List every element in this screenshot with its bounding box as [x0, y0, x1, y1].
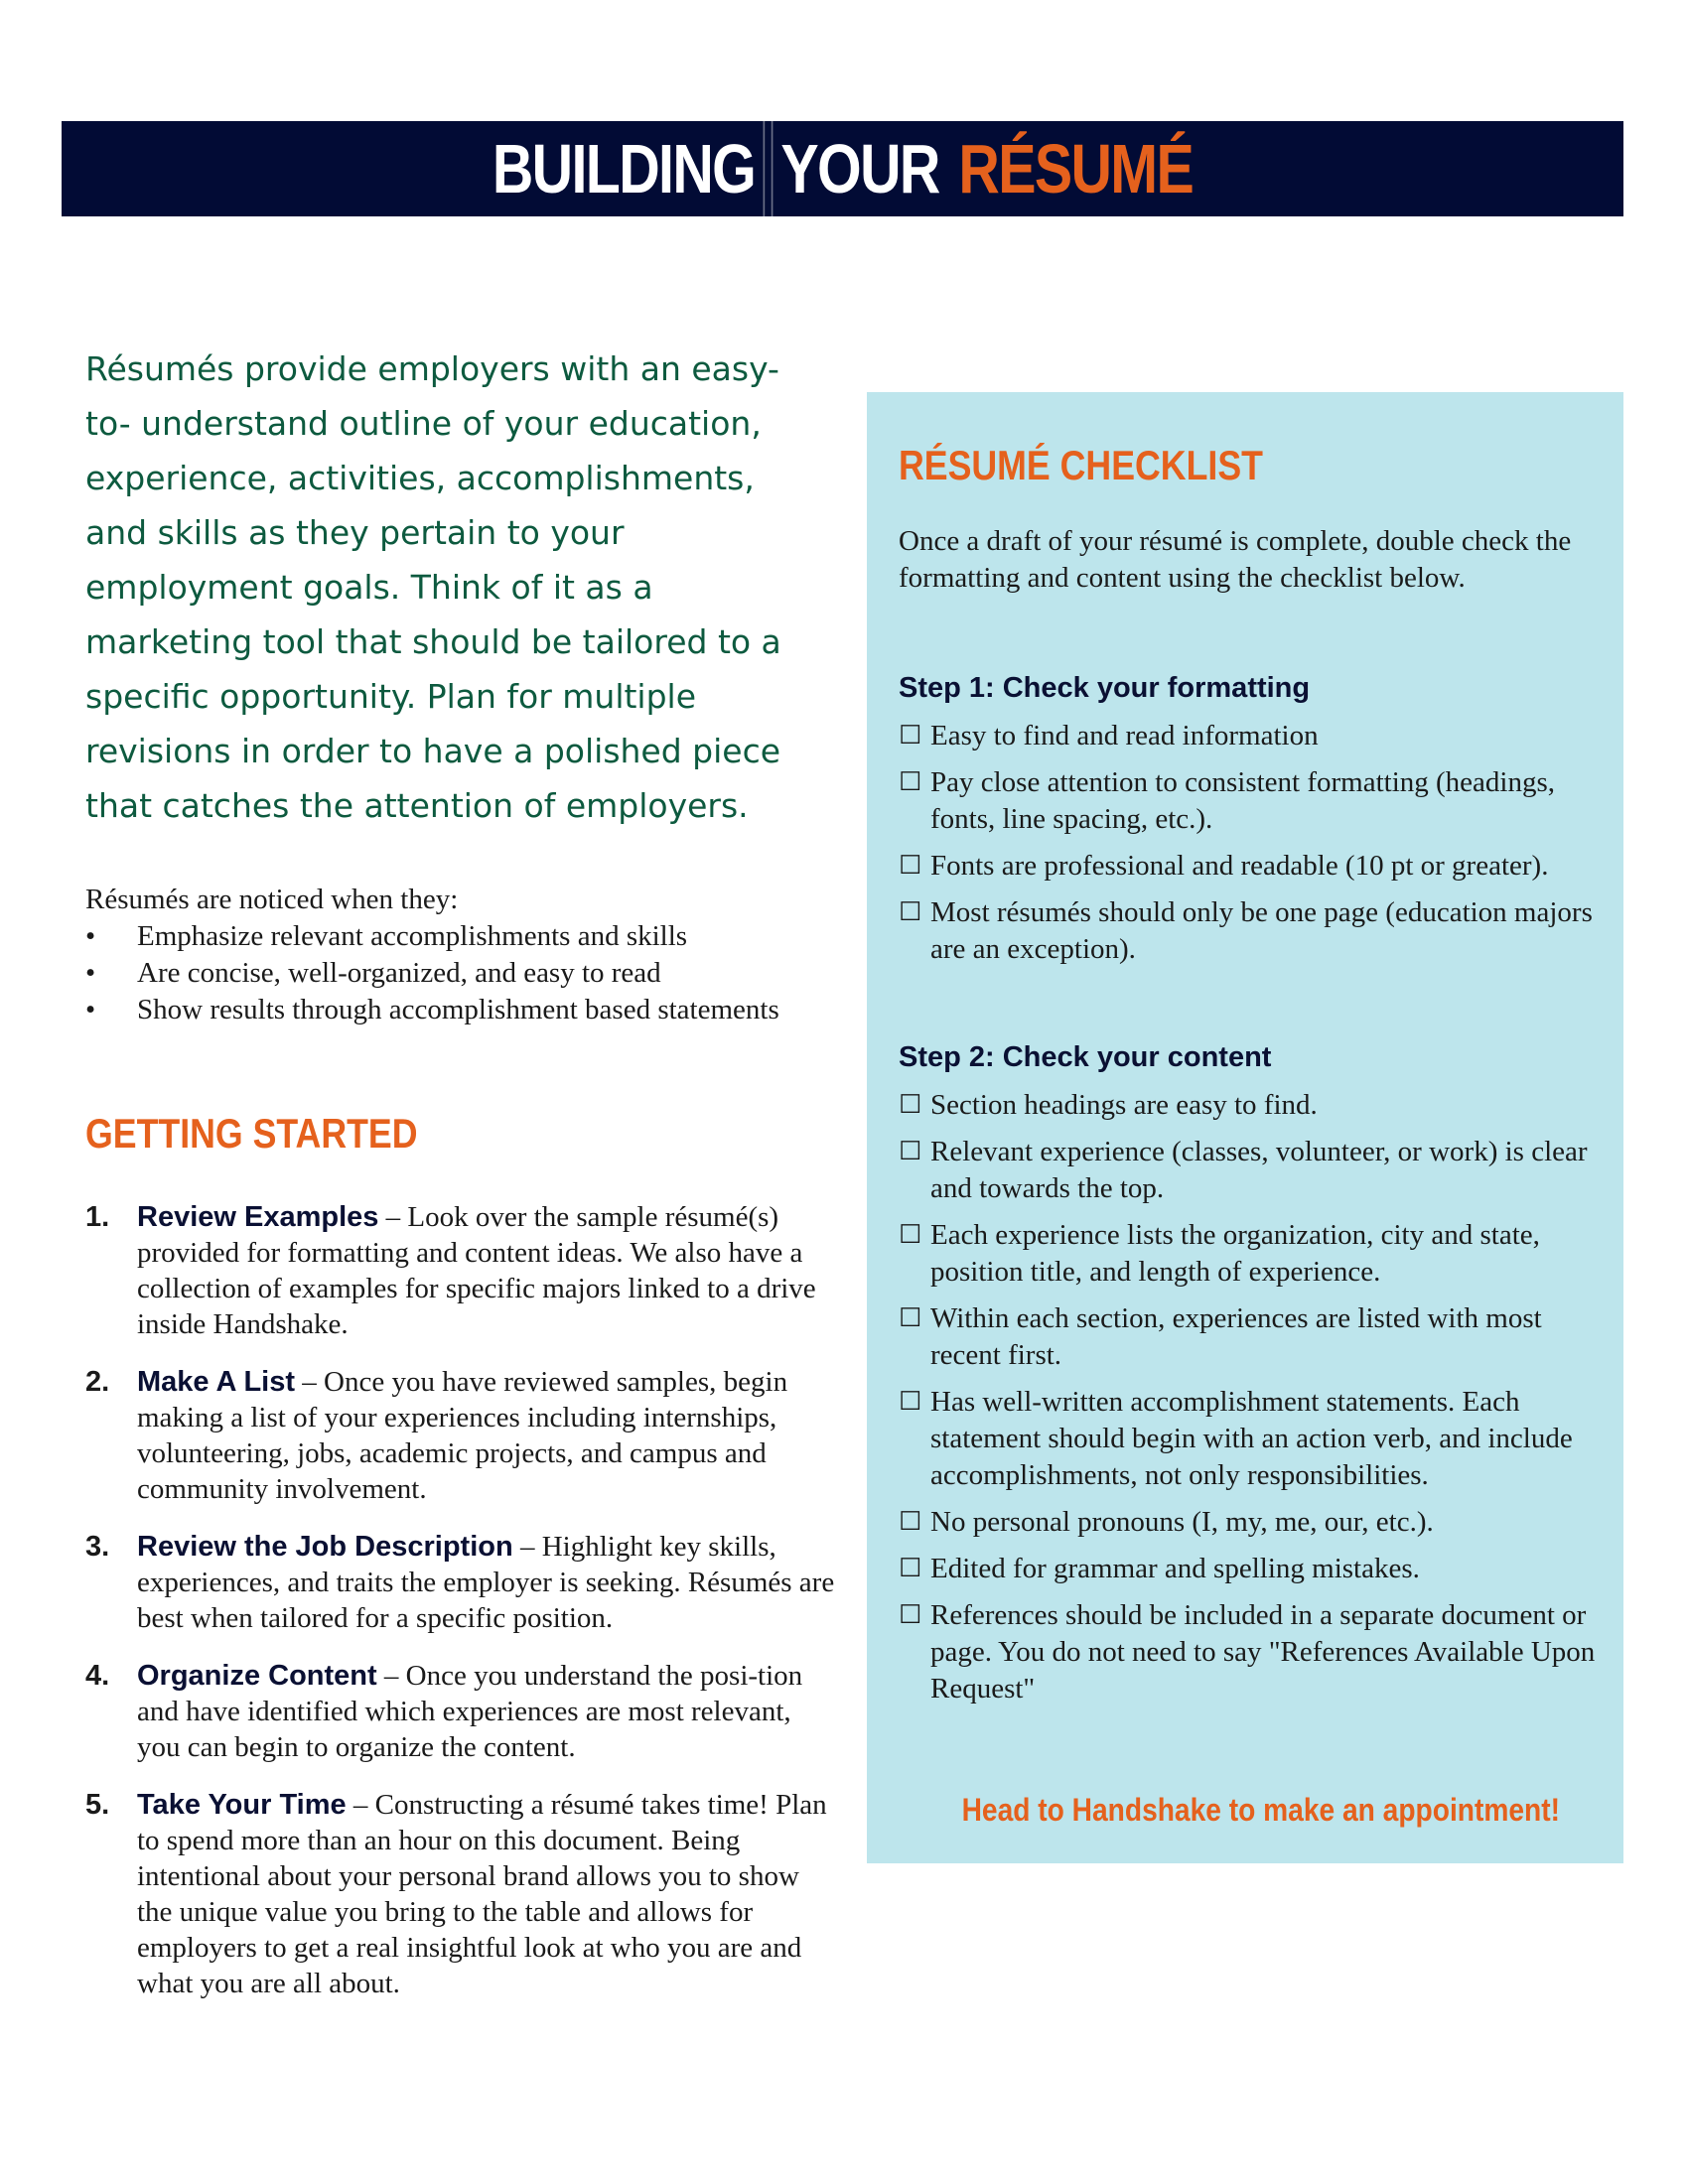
noticed-lead: Résumés are noticed when they:: [85, 884, 459, 915]
list-item-text: Are concise, well-organized, and easy to read: [137, 957, 661, 989]
step-title: Take Your Time: [137, 1789, 347, 1821]
step-number: 5.: [85, 1789, 110, 1821]
formatting-checklist: [899, 718, 1604, 978]
list-item: [85, 955, 840, 992]
intro-paragraph: Résumés provide employers with an easy-to- understand outline of your education, experience, activities, accomplishments, and skills as they pertain to your employment goals. Think of it as a marketing tool that should be tailored to a specific opportunity. Plan for multiple revisions in order to have a polished piece that catches the attention of employers.: [85, 349, 781, 825]
step-item: [85, 1658, 840, 1765]
step-title: Make A List: [137, 1366, 296, 1398]
list-item-text: Emphasize relevant accomplishments and skills: [137, 920, 688, 952]
checklist-heading: RÉSUMÉ CHECKLIST: [899, 442, 1263, 488]
checklist-item-text: Each experience lists the organization, city and state, position title, and length of experience.: [930, 1219, 1540, 1288]
checklist-item: [899, 1384, 1604, 1494]
checklist-item: [899, 1087, 1604, 1124]
checkbox-icon: ☐: [899, 851, 922, 881]
step-number: 3.: [85, 1531, 110, 1563]
bullet-icon: •: [85, 994, 96, 1025]
checklist-item: [899, 894, 1604, 968]
step-text: – Once you have reviewed samples, begin making a list of your experiences including internships, volunteering, jobs, academic projects, and campus and community involvement.: [137, 1366, 788, 1505]
step-text: – Once you understand the posi-tion and have identified which experiences are most relevant, you can begin to organize the content.: [137, 1660, 803, 1763]
step-item: [85, 1364, 840, 1507]
checkbox-icon: ☐: [899, 897, 922, 927]
checkbox-icon: ☐: [899, 767, 922, 797]
page-title: [203, 121, 1483, 216]
step-title: Review the Job Description: [137, 1531, 513, 1563]
checklist-item: [899, 1300, 1604, 1374]
checklist-item-text: No personal pronouns (I, my, me, our, etc.).: [930, 1506, 1434, 1538]
step1-heading: Step 1: Check your formatting: [899, 672, 1311, 704]
checklist-item: [899, 848, 1604, 885]
list-item-text: Show results through accomplishment based statements: [137, 994, 779, 1025]
title-word-resume: RÉSUMÉ: [958, 130, 1194, 207]
title-word-your: YOUR: [780, 130, 939, 207]
checklist-item-text: Edited for grammar and spelling mistakes.: [930, 1553, 1420, 1584]
checklist-item-text: Easy to find and read information: [930, 720, 1319, 751]
checklist-intro: Once a draft of your résumé is complete, double check the formatting and content using the checklist below.: [899, 525, 1572, 594]
checklist-item: [899, 718, 1604, 754]
list-item: [85, 992, 840, 1028]
title-word-building: BUILDING: [492, 130, 756, 207]
title-divider: [763, 121, 773, 216]
checklist-item-text: References should be included in a separate document or page. You do not need to say "References Available Upon Request": [930, 1599, 1596, 1705]
step-title: Review Examples: [137, 1201, 379, 1233]
checklist-item: [899, 1504, 1604, 1541]
checklist-item-text: Relevant experience (classes, volunteer, or work) is clear and towards the top.: [930, 1136, 1588, 1204]
getting-started-steps: [85, 1199, 840, 2023]
step-number: 4.: [85, 1660, 110, 1692]
checkbox-icon: ☐: [899, 1090, 922, 1120]
title-banner: [62, 121, 1623, 216]
step-item: [85, 1787, 840, 2001]
appointment-callout: Head to Handshake to make an appointment!: [961, 1792, 1560, 1828]
step2-heading: Step 2: Check your content: [899, 1041, 1272, 1073]
checklist-item-text: Within each section, experiences are listed with most recent first.: [930, 1302, 1542, 1371]
content-checklist: [899, 1087, 1604, 1717]
step-text: – Look over the sample résumé(s) provided for formatting and content ideas. We also have a collection of examples for specific majors linked to a drive inside Handshake.: [137, 1201, 816, 1340]
checklist-item: [899, 1551, 1604, 1587]
checklist-item-text: Most résumés should only be one page (education majors are an exception).: [930, 896, 1593, 965]
checklist-item: [899, 1134, 1604, 1207]
checkbox-icon: ☐: [899, 1303, 922, 1333]
checklist-item: [899, 1217, 1604, 1291]
checklist-item-text: Has well-written accomplishment statements. Each statement should begin with an action verb, and include accomplishments, not only responsibilities.: [930, 1386, 1573, 1491]
step-text: – Constructing a résumé takes time! Plan to spend more than an hour on this document. Being intentional about your personal brand allows you to show the unique value you bring to the table and allows for employers to get a real insightful look at who you are and what you are all about.: [137, 1789, 827, 1999]
step-item: [85, 1529, 840, 1636]
list-item: [85, 918, 840, 955]
checklist-item-text: Fonts are professional and readable (10 pt or greater).: [930, 850, 1549, 882]
noticed-list: [85, 918, 840, 1028]
checklist-item-text: Pay close attention to consistent formatting (headings, fonts, line spacing, etc.).: [930, 766, 1556, 835]
checkbox-icon: ☐: [899, 1220, 922, 1250]
checklist-item-text: Section headings are easy to find.: [930, 1089, 1318, 1121]
checkbox-icon: ☐: [899, 1554, 922, 1583]
checkbox-icon: ☐: [899, 1600, 922, 1630]
bullet-icon: •: [85, 920, 96, 952]
checkbox-icon: ☐: [899, 1507, 922, 1537]
checkbox-icon: ☐: [899, 721, 922, 751]
checklist-panel: [867, 392, 1623, 1863]
checklist-item: [899, 764, 1604, 838]
step-item: [85, 1199, 840, 1342]
step-number: 1.: [85, 1201, 110, 1233]
checklist-item: [899, 1597, 1604, 1707]
checkbox-icon: ☐: [899, 1387, 922, 1417]
step-text: – Highlight key skills, experiences, and traits the employer is seeking. Résumés are best when tailored for a specific position.: [137, 1531, 835, 1634]
checkbox-icon: ☐: [899, 1137, 922, 1166]
bullet-icon: •: [85, 957, 96, 989]
step-title: Organize Content: [137, 1660, 377, 1692]
step-number: 2.: [85, 1366, 110, 1398]
getting-started-heading: GETTING STARTED: [85, 1110, 418, 1157]
